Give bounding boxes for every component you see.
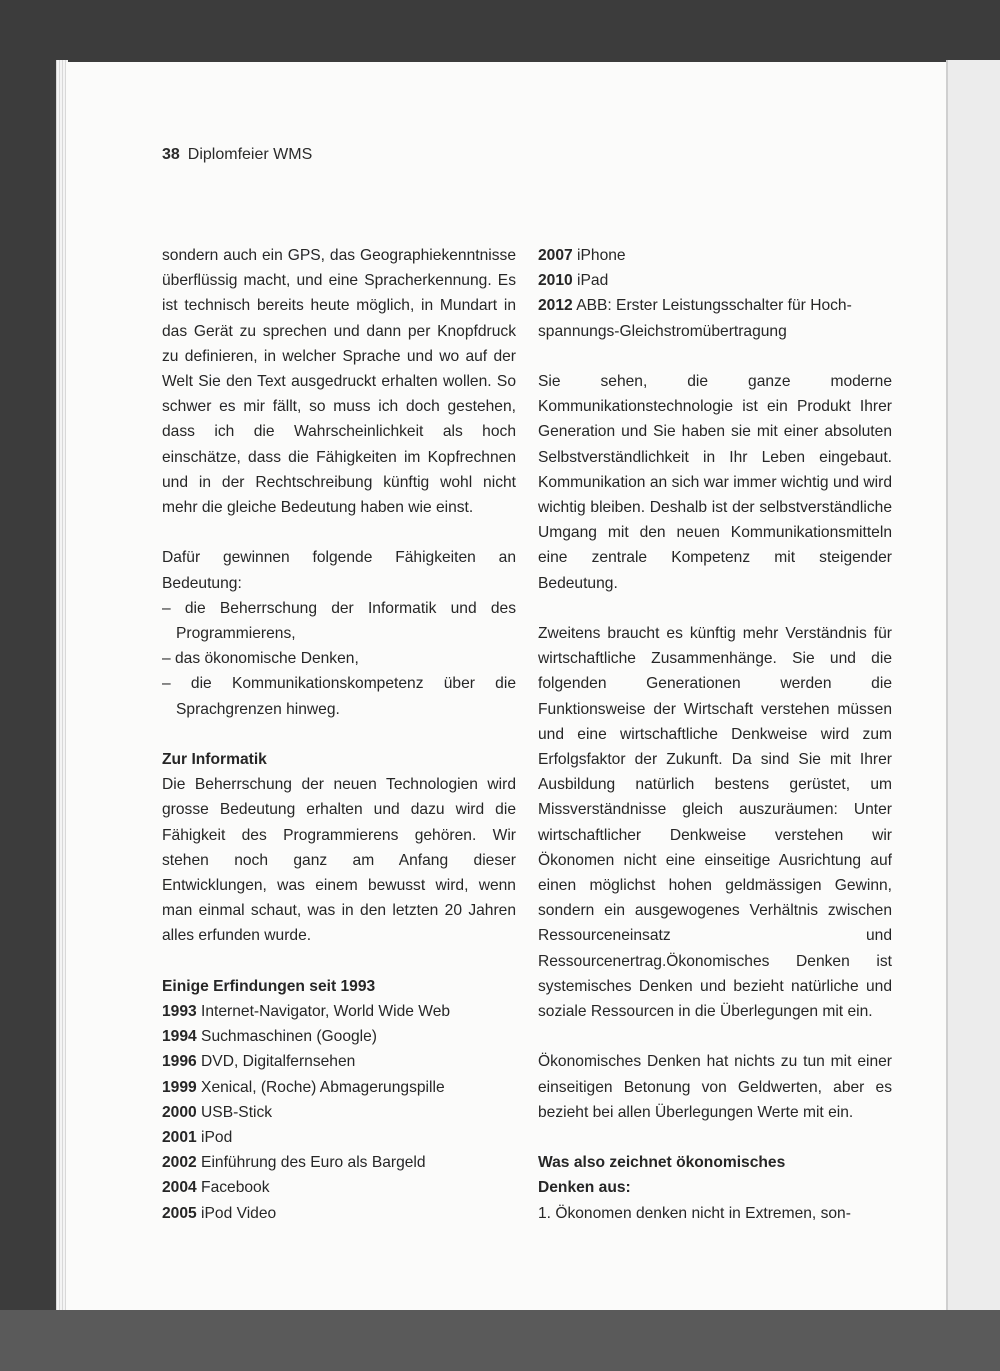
scan-background <box>0 1310 1000 1371</box>
timeline-item: 1996 DVD, Digitalfernsehen <box>162 1053 356 1071</box>
left-column <box>162 243 516 1251</box>
section-heading: Was also zeichnet ökonomisches Denken aus: <box>538 1154 786 1197</box>
paragraph: Die Beherrschung der neuen Technologien wird grosse Bedeutung erhalten und dazu wird die Fähigkeit des Programmierens gehören. Wir stehen noch ganz am Anfang dieser Entwicklungen, was einem bewusst wird, wenn man einmal schaut, was in den letzten 20 Jahren alles erfunden wurde. <box>162 776 516 945</box>
timeline-item: 2012 ABB: Erster Leistungsschalter für Hoch- <box>538 297 852 315</box>
timeline-item: spannungs-Gleichstromübertragung <box>538 322 787 340</box>
timeline-item: 2000 USB-Stick <box>162 1103 273 1121</box>
book-page <box>66 62 946 1310</box>
timeline-item: 2002 Einführung des Euro als Bargeld <box>162 1154 426 1172</box>
inventions-list <box>162 999 516 1226</box>
page-number: 38 <box>162 146 180 163</box>
section-heading: Zur Informatik <box>162 751 267 769</box>
right-column <box>538 243 892 1251</box>
facing-page <box>946 60 1000 1312</box>
timeline-item: 1993 Internet-Navigator, World Wide Web <box>162 1003 451 1021</box>
timeline-item: 2007 iPhone <box>538 247 626 264</box>
list-item: – die Beherrschung der Informatik und des Programmierens, <box>162 599 516 643</box>
paragraph: Sie sehen, die ganze moderne Kommunikationstechnologie ist ein Produkt Ihrer Generation und Sie haben sie mit einer absoluten Selbstverständlichkeit in Ihr Leben eingebaut. Kommunikation an sich war immer wichtig und wird wichtig bleiben. Deshalb ist der selbstverständliche Umgang mit den neuen Kommunikationsmitteln eine zentrale Kompetenz mit steigender Bedeutung. <box>538 373 892 592</box>
timeline-item: 2010 iPad <box>538 272 609 290</box>
list-item: – die Kommunikationskompetenz über die Sprachgrenzen hinweg. <box>162 675 516 718</box>
paragraph: Zweitens braucht es künftig mehr Verständnis für wirtschaftliche Zusammenhänge. Sie und die folgenden Generationen werden die Funktionsweise der Wirtschaft verstehen müssen und eine wirtschaftliche Denkweise wird zum Erfolgsfaktor der Zukunft. Da sind Sie mit Ihrer Ausbildung natürlich bestens gerüstet, um Missverständnisse gleich auszuräumen: Unter wirtschaftlicher Denkweise verstehen wir Ökonomen nicht eine einseitige Ausrichtung auf einen möglichst hohen geldmässigen Gewinn, sondern ein ausgewogenes Verhältnis zwischen Ressourceneinsatz und Ressourcenertrag.Ökonomisches Denken ist systemisches Denken und bezieht natürliche und soziale Ressourcen in die Überlegungen mit ein. <box>538 625 892 1021</box>
header-title: Diplomfeier WMS <box>187 146 313 163</box>
paragraph: Ökonomisches Denken hat nichts zu tun mit einer einseitigen Betonung von Geldwerten, aber es bezieht bei allen Überlegungen Werte mit ein. <box>538 1053 892 1121</box>
running-header <box>162 146 312 164</box>
inventions-list-continued <box>538 243 892 344</box>
timeline-item: 2005 iPod Video <box>162 1204 277 1222</box>
list-item: – das ökonomische Denken, <box>162 650 359 668</box>
timeline-item: 1994 Suchmaschinen (Google) <box>162 1028 378 1046</box>
section-heading: Einige Erfindungen seit 1993 <box>162 977 376 995</box>
skills-list <box>162 596 516 722</box>
timeline-item: 2004 Facebook <box>162 1179 270 1197</box>
paragraph: 1. Ökonomen denken nicht in Extremen, son- <box>538 1204 851 1222</box>
timeline-item: 1999 Xenical, (Roche) Abmagerungspille <box>162 1078 445 1096</box>
timeline-item: 2001 iPod <box>162 1129 233 1147</box>
paragraph: sondern auch ein GPS, das Geographiekenntnisse überflüssig macht, und eine Spracherkennung. Es ist technisch bereits heute möglich, in Mundart in das Gerät zu sprechen und dann per Knopfdruck zu definieren, in welcher Sprache und wo auf der Welt Sie den Text ausgedruckt erhalten wollen. So schwer es mir fällt, so muss ich doch gestehen, dass ich die Wahrscheinlichkeit als hoch einschätze, dass die Fähigkeiten im Kopfrechnen und in der Rechtschreibung künftig wohl nicht mehr die gleiche Bedeutung haben wie einst. <box>162 247 516 517</box>
paragraph: Dafür gewinnen folgende Fähigkeiten an Bedeutung: <box>162 549 516 592</box>
